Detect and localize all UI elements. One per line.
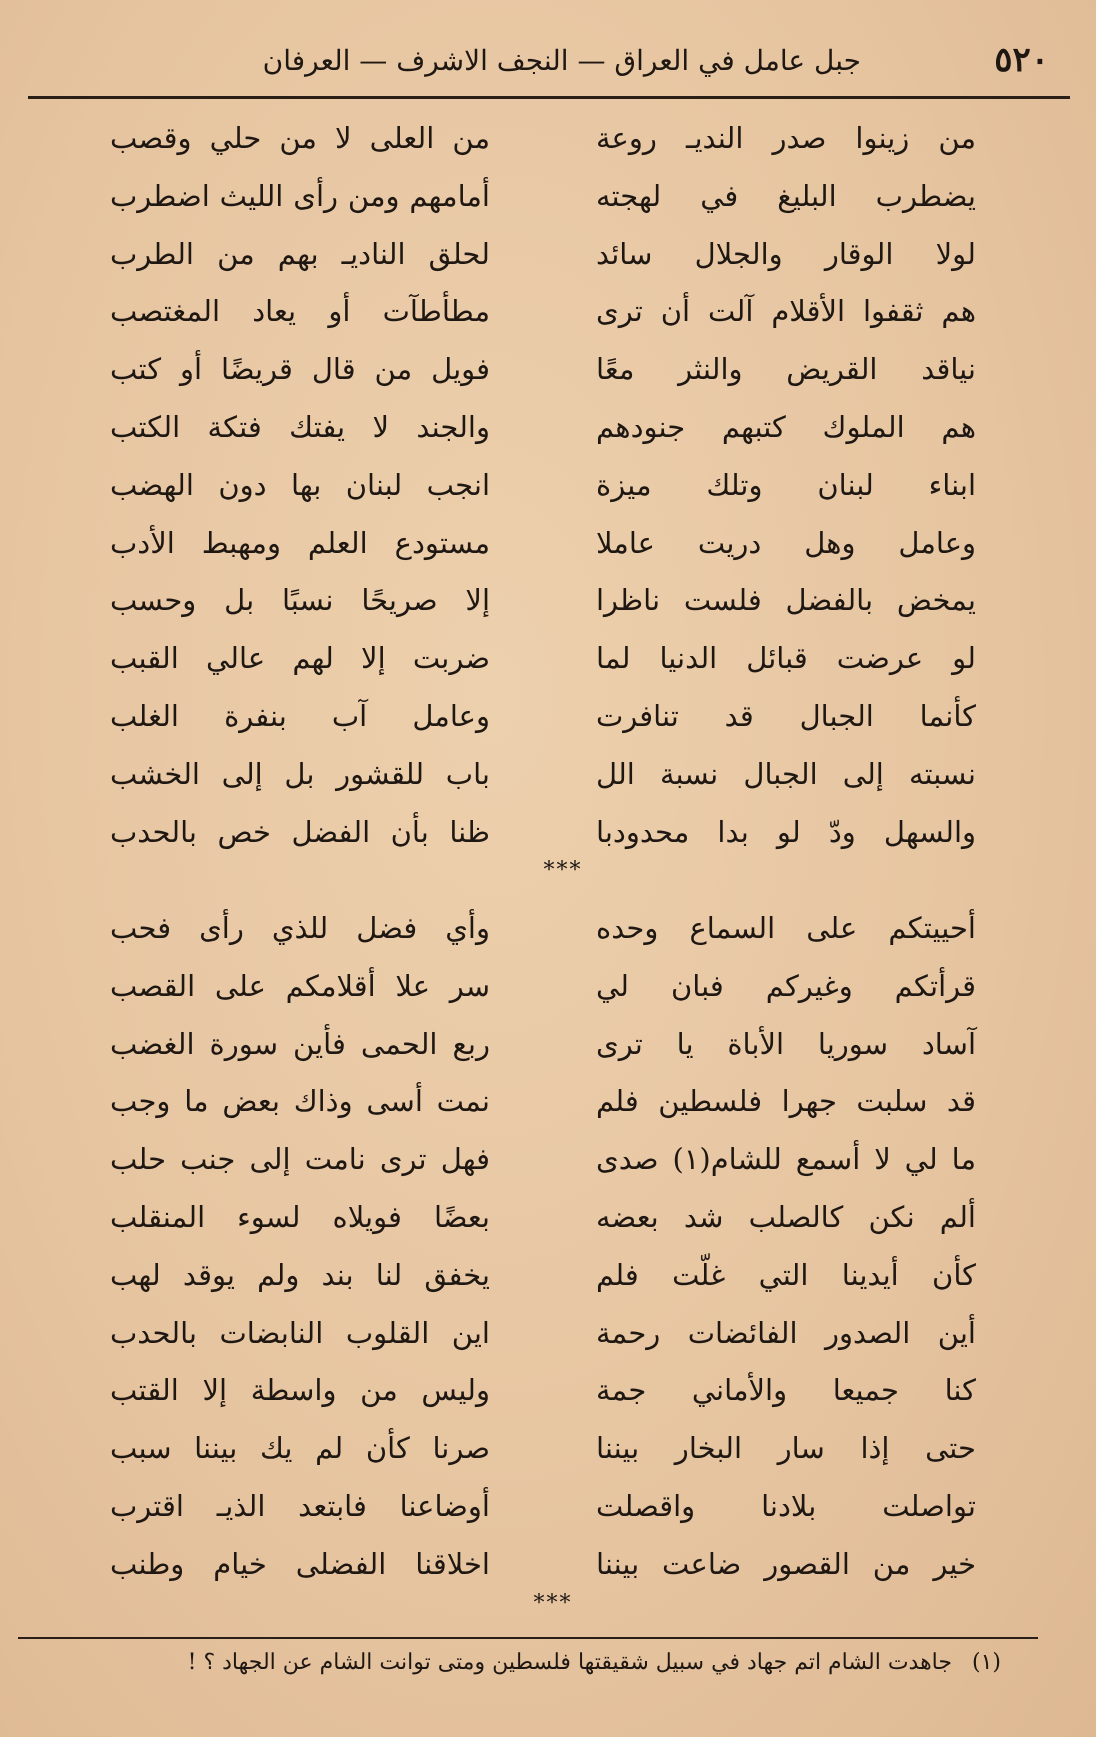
verse-second-hemistich: انجب لبنان بها دون الهضب <box>110 467 490 502</box>
stanza-separator: *** <box>533 1591 573 1616</box>
verse-second-hemistich: مطأطآت أو يعاد المغتصب <box>110 294 490 329</box>
verse-second-hemistich: وليس من واسطة إلا القتب <box>110 1373 490 1408</box>
verse <box>110 1313 976 1371</box>
verse <box>110 966 976 1024</box>
verse <box>110 1197 976 1255</box>
verse <box>110 754 976 812</box>
verse-second-hemistich: صرنا كأن لم يك بيننا سبب <box>110 1431 490 1466</box>
verse-second-hemistich: ربع الحمى فأين سورة الغضب <box>110 1026 490 1061</box>
verse-first-hemistich: نياقد القريض والنثر معًا <box>596 352 976 387</box>
verse-first-hemistich: قرأتكم وغيركم فبان لي <box>596 968 976 1003</box>
verse-second-hemistich: وعامل آب بنفرة الغلب <box>110 698 490 733</box>
verse-first-hemistich: يضطرب البليغ في لهجته <box>596 178 976 213</box>
verse <box>110 1370 976 1428</box>
verse-first-hemistich: ما لي لا أسمع للشام(١) صدى <box>596 1142 976 1177</box>
verse <box>110 1024 976 1082</box>
verse-second-hemistich: أوضاعنا فابتعد الذيـ اقترب <box>110 1488 490 1523</box>
verse-second-hemistich: فويل من قال قريضًا أو كتب <box>110 352 490 387</box>
stanza-2 <box>110 908 976 1602</box>
stanza-separator: *** <box>543 858 583 883</box>
verse <box>110 696 976 754</box>
footnote <box>188 1650 1001 1675</box>
verse-second-hemistich: ضربت إلا لهم عالي القبب <box>110 641 490 676</box>
verse <box>110 291 976 349</box>
verse-second-hemistich: إلا صريحًا نسبًا بل وحسب <box>110 583 490 618</box>
verse-first-hemistich: قد سلبت جهرا فلسطين فلم <box>596 1084 976 1119</box>
verse-first-hemistich: ألم نكن كالصلب شد بعضه <box>596 1199 976 1234</box>
verse-second-hemistich: بعضًا فويلاه لسوء المنقلب <box>110 1199 490 1234</box>
page-header <box>25 30 1071 90</box>
verse-first-hemistich: كأن أيدينا التي غلّت فلم <box>596 1257 976 1292</box>
verse-second-hemistich: أمامهم ومن رأى الليث اضطرب <box>110 178 490 213</box>
verse-first-hemistich: تواصلت بلادنا واقصلت <box>596 1488 976 1523</box>
verse-second-hemistich: اين القلوب النابضات بالحدب <box>110 1315 490 1350</box>
verse-first-hemistich: لو عرضت قبائل الدنيا لما <box>596 641 976 676</box>
verse-second-hemistich: وأي فضل للذي رأى فحب <box>110 911 490 945</box>
header-rule <box>28 96 1070 99</box>
verse <box>110 349 976 407</box>
footnote-text: جاهدت الشام اتم جهاد في سبيل شقيقتها فلسطين ومتى توانت الشام عن الجهاد ؟ ! <box>187 1650 952 1675</box>
stanza-1 <box>110 118 976 869</box>
verse <box>110 908 976 966</box>
verse <box>110 1139 976 1197</box>
verse-first-hemistich: من زينوا صدر النديـ روعة <box>596 121 976 155</box>
verse-first-hemistich: نسبته إلى الجبال نسبة الل <box>596 756 976 791</box>
verse-first-hemistich: خير من القصور ضاعت بيننا <box>596 1546 976 1581</box>
verse-second-hemistich: فهل ترى نامت إلى جنب حلب <box>110 1142 490 1177</box>
verse <box>110 234 976 292</box>
verse-first-hemistich: أين الصدور الفائضات رحمة <box>596 1315 976 1350</box>
page-number: ٥٢٠ <box>994 40 1049 80</box>
verse <box>110 407 976 465</box>
verse <box>110 176 976 234</box>
verse-first-hemistich: لولا الوقار والجلال سائد <box>596 236 976 271</box>
footnote-rule <box>18 1637 1038 1639</box>
verse-first-hemistich: يمخض بالفضل فلست ناظرا <box>596 583 976 618</box>
verse-second-hemistich: نمت أسى وذاك بعض ما وجب <box>110 1084 490 1119</box>
verse <box>110 118 976 176</box>
verse-second-hemistich: يخفق لنا بند ولم يوقد لهب <box>110 1257 490 1292</box>
verse-second-hemistich: لحلق الناديـ بهم من الطرب <box>110 236 490 271</box>
verse <box>110 1486 976 1544</box>
verse-first-hemistich: حتى إذا سار البخار بيننا <box>596 1431 976 1466</box>
verse-second-hemistich: من العلى لا من حلي وقصب <box>110 121 490 155</box>
verse-second-hemistich: والجند لا يفتك فتكة الكتب <box>110 409 490 444</box>
verse-first-hemistich: والسهل ودّ لو بدا محدودبا <box>596 814 976 849</box>
verse-first-hemistich: ابناء لبنان وتلك ميزة <box>596 467 976 502</box>
footnote-marker: (١) <box>971 1650 1001 1675</box>
verse <box>110 1255 976 1313</box>
running-title: جبل عامل في العراق — النجف الاشرف — العرفان <box>262 44 861 77</box>
verse <box>110 523 976 581</box>
verse-second-hemistich: ظنا بأن الفضل خص بالحدب <box>110 814 490 849</box>
verse-first-hemistich: آساد سوريا الأباة يا ترى <box>596 1026 976 1061</box>
verse-second-hemistich: سر علا أقلامكم على القصب <box>110 968 490 1003</box>
verse <box>110 1081 976 1139</box>
verse-second-hemistich: مستودع العلم ومهبط الأدب <box>110 525 490 560</box>
verse-first-hemistich: وعامل وهل دريت عاملا <box>596 525 976 560</box>
verse-first-hemistich: كأنما الجبال قد تنافرت <box>596 698 976 733</box>
verse-first-hemistich: كنا جميعا والأماني جمة <box>596 1373 976 1408</box>
verse-first-hemistich: هم ثقفوا الأقلام آلت أن ترى <box>596 294 976 329</box>
verse-first-hemistich: هم الملوك كتبهم جنودهم <box>596 409 976 444</box>
verse <box>110 580 976 638</box>
verse-second-hemistich: اخلاقنا الفضلى خيام وطنب <box>110 1546 490 1581</box>
verse <box>110 465 976 523</box>
verse-first-hemistich: أحييتكم على السماع وحده <box>596 911 976 945</box>
verse <box>110 1428 976 1486</box>
verse <box>110 638 976 696</box>
verse-second-hemistich: باب للقشور بل إلى الخشب <box>110 756 490 791</box>
